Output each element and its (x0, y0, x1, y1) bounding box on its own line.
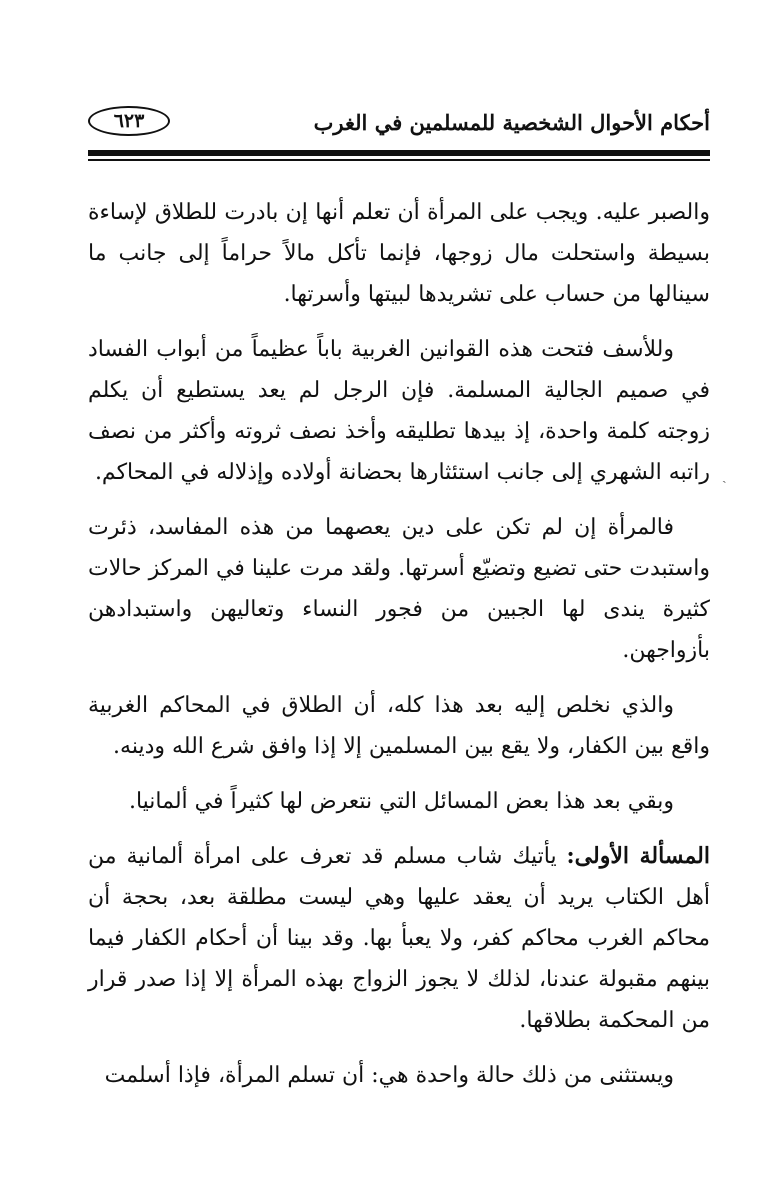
issue-text: يأتيك شاب مسلم قد تعرف على امرأة ألمانية من أهل الكتاب يريد أن يعقد عليها وهي ليست مطلقة بعد، بحجة أن محاكم الغرب محاكم كفر، ولا يعبأ بها. وقد بينا أن أحكام الكفار فيما بينهم مقبولة عندنا، لذلك لا يجوز الزواج بهذه المرأة إلا إذا صدر قرار من المحكمة بطلاقها. (88, 844, 710, 1033)
margin-mark: ˎ (722, 468, 727, 484)
paragraph: فالمرأة إن لم تكن على دين يعصهما من هذه المفاسد، ذئرت واستبدت حتى تضيع وتضيّع أسرتها. ولقد مرت علينا في المركز حالات كثيرة يندى لها الجبين من فجور النساء وتعاليهن واستبدادهن بأزواجهن. (88, 515, 710, 663)
paragraph: وللأسف فتحت هذه القوانين الغربية باباً عظيماً من أبواب الفساد في صميم الجالية المسلمة. فإن الرجل لم يعد يستطيع أن يكلم زوجته كلمة واحدة، إذ بيدها تطليقه وأخذ نصف ثروته وأكثر من نصف راتبه الشهري إلى جانب استئثارها بحضانة أولاده وإذلاله في المحاكم. (88, 337, 710, 485)
page-header (88, 104, 710, 148)
issue-heading: المسألة الأولى: (566, 843, 710, 869)
header-rule-thin (88, 159, 710, 161)
page-number: ٦٢٣ (88, 106, 170, 136)
paragraph: والصبر عليه. ويجب على المرأة أن تعلم أنها إن بادرت للطلاق لإساءة بسيطة واستحلت مال زوجها، فإنما تأكل مالاً حراماً إلى جانب ما سينالها من حساب على تشريدها لبيتها وأسرتها. (88, 200, 710, 307)
paragraph: وبقي بعد هذا بعض المسائل التي نتعرض لها كثيراً في ألمانيا. (128, 789, 674, 814)
running-title: أحكام الأحوال الشخصية للمسلمين في الغرب (313, 110, 710, 135)
issue-paragraph (88, 836, 710, 1041)
header-rule-thick (88, 150, 710, 156)
body-text (88, 192, 710, 1096)
paragraph: والذي نخلص إليه بعد هذا كله، أن الطلاق في المحاكم الغربية واقع بين الكفار، ولا يقع بين المسلمين إلا إذا وافق شرع الله ودينه. (88, 693, 710, 759)
paragraph: ويستثنى من ذلك حالة واحدة هي: أن تسلم المرأة، فإذا أسلمت (104, 1063, 674, 1088)
